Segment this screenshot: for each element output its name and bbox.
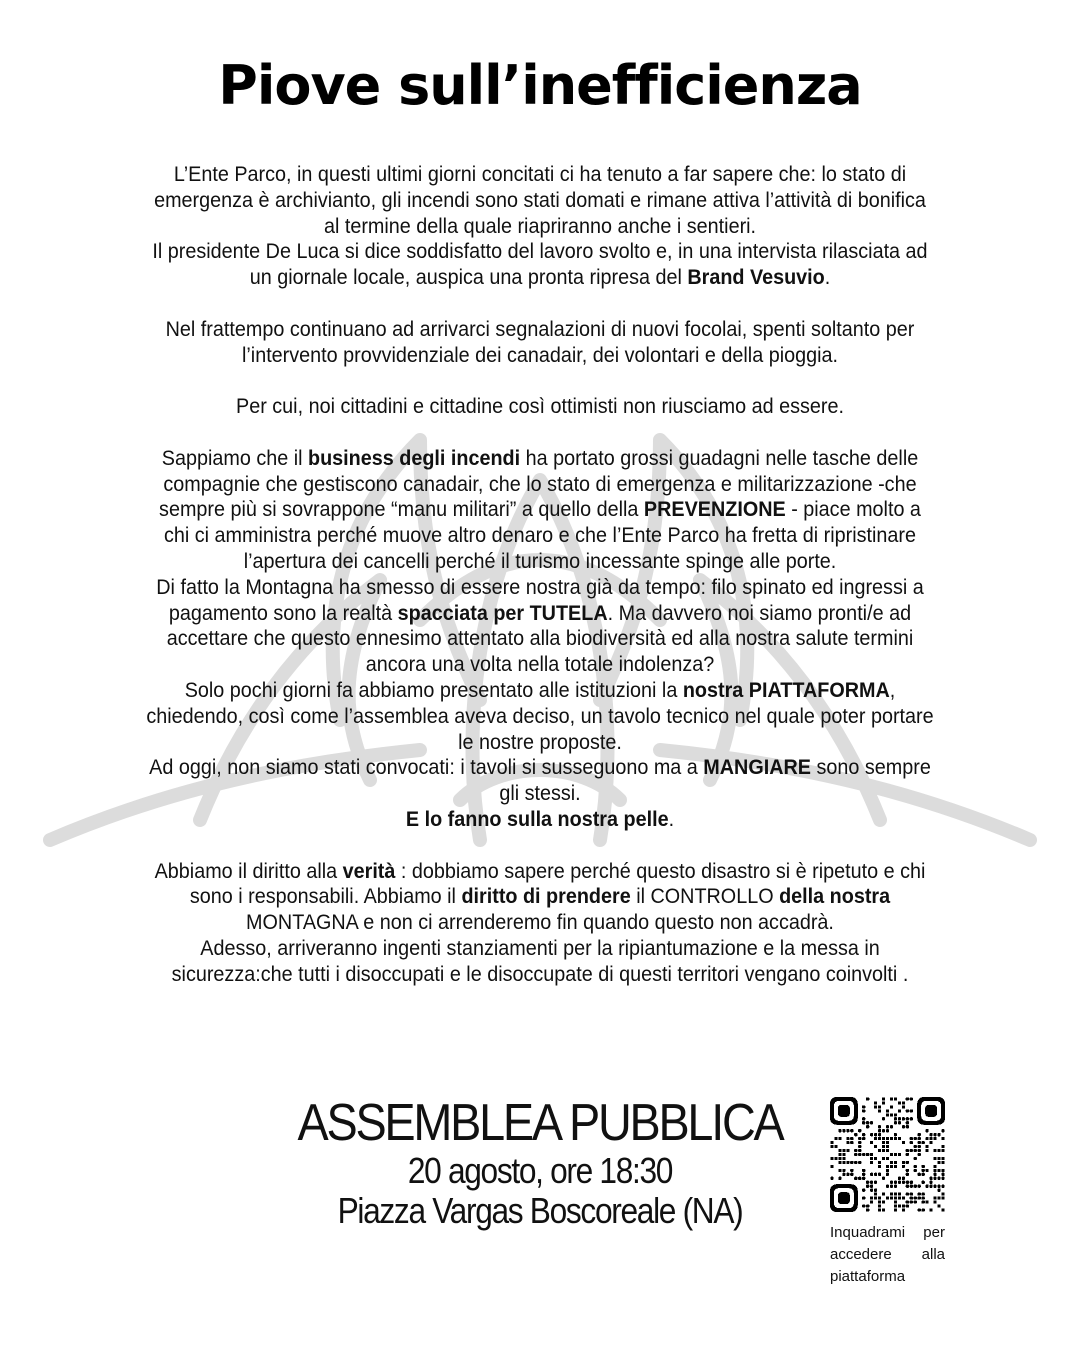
paragraph: [144, 394, 935, 420]
qr-caption: [830, 1222, 945, 1288]
paragraph: [144, 859, 935, 988]
event-location: Piazza Vargas Boscoreale (NA): [337, 1190, 743, 1231]
qr-caption-line: Inquadrami per: [830, 1224, 945, 1241]
text-segment: Per cui, noi cittadini e cittadine così ottimisti non riusciamo ad essere.: [236, 394, 844, 419]
emphasis-text: Brand Vesuvio: [687, 265, 825, 290]
event-title: ASSEMBLEA PUBBLICA: [297, 1094, 783, 1152]
emphasis-text: della nostra: [779, 884, 891, 909]
emphasis-text: PREVENZIONE: [643, 497, 786, 522]
event-date-time: 20 agosto, ore 18:30: [407, 1150, 673, 1191]
text-segment: , chiedendo, così come l’assemblea aveva deciso, un tavolo tecnico nel quale poter portare le nostre proposte.: [146, 677, 934, 754]
paragraph: [144, 162, 935, 291]
text-segment: . Ma davvero noi siamo pronti/e ad accettare che questo ennesimo attentato alla biodiversità ed alla nostra salute termini ancora una volta nella totale indolenza?: [166, 600, 914, 677]
text-segment: sono sempre gli stessi.: [499, 755, 931, 806]
text-segment: Nel frattempo continuano ad arrivarci segnalazioni di nuovi focolai, spenti soltanto per l’intervento provvidenziale dei canadair, dei volontari e della pioggia.: [165, 316, 915, 367]
emphasis-text: spacciata per TUTELA: [397, 600, 608, 625]
text-segment: ha portato grossi guadagni nelle tasche delle compagnie che gestiscono canadair, che lo stato di emergenza e militarizzazione -che sempre più si sovrappone “manu militari” a quello della: [159, 445, 919, 522]
qr-code-icon[interactable]: [830, 1097, 945, 1212]
paragraph: [144, 317, 935, 369]
emphasis-text: nostra PIATTAFORMA: [682, 677, 890, 702]
text-segment: .: [824, 265, 831, 290]
qr-caption-line: piattaforma: [830, 1268, 906, 1285]
text-segment: MONTAGNA e non ci arrenderemo fin quando questo non accadrà.: [246, 910, 834, 935]
text-segment: Ad oggi, non siamo stati convocati: i tavoli si susseguono ma a: [149, 755, 704, 780]
text-segment: Di fatto la Montagna ha smesso di essere nostra già da tempo: filo spinato ed ingressi a pagamento sono la realtà: [156, 574, 924, 625]
emphasis-text: verità: [342, 858, 396, 883]
emphasis-text: E lo fanno sulla nostra pelle: [405, 806, 669, 831]
text-segment: L’Ente Parco, in questi ultimi giorni concitati ci ha tenuto a far sapere che: lo stato di emergenza è archivianto, gli incendi sono stati domati e rimane attiva l’attività di bonifica al termine della quale riapriranno anche i sentieri.: [154, 162, 926, 238]
event-announcement: [270, 1095, 810, 1231]
text-segment: - piace molto a chi ci amministra perché muove altro denaro e che l’Ente Parco ha fretta di ripristinare l’apertura dei cancelli perché il turismo incessante spinge alle porte.: [163, 497, 921, 573]
text-segment: Adesso, arriveranno ingenti stanziamenti per la ripiantumazione e la messa in sicurezza:che tutti i disoccupati e le disoccupate di questi territori vengano coinvolti .: [171, 935, 909, 986]
text-segment: Abbiamo il diritto alla: [154, 858, 343, 883]
qr-caption-line: accedere alla: [830, 1246, 945, 1263]
text-segment: Sappiamo che il: [161, 445, 309, 470]
text-segment: .: [668, 806, 675, 831]
text-segment: : dobbiamo sapere perché questo disastro si è ripetuto e chi sono i responsabili. Abbiamo il: [189, 858, 926, 909]
text-segment: Solo pochi giorni fa abbiamo presentato alle istituzioni la: [184, 677, 683, 702]
article-body: [144, 162, 935, 1013]
emphasis-text: business degli incendi: [308, 445, 521, 470]
page-title: Piove sull’inefficienza: [218, 54, 862, 117]
paragraph: [144, 446, 935, 833]
emphasis-text: diritto di prendere: [461, 884, 631, 909]
emphasis-text: MANGIARE: [703, 755, 811, 780]
text-segment: Il presidente De Luca si dice soddisfatto del lavoro svolto e, in una intervista rilasciata ad un giornale locale, auspica una pronta ripresa del: [152, 239, 928, 290]
text-segment: il CONTROLLO: [630, 884, 780, 909]
